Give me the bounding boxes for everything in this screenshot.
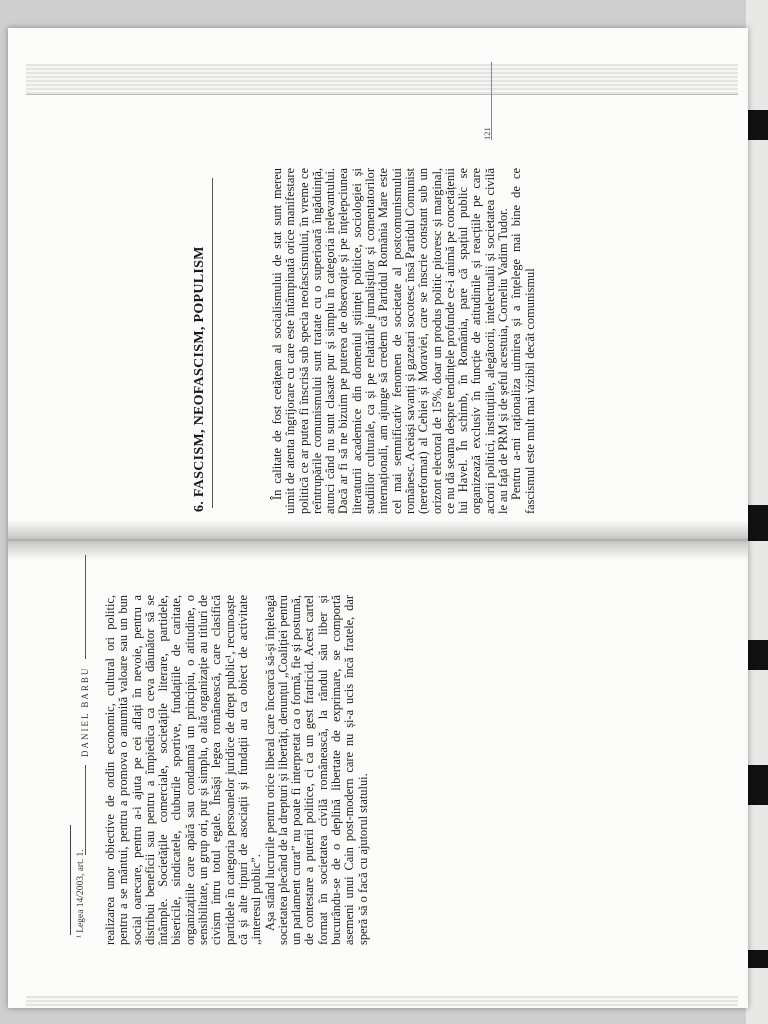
footnote-divider: [70, 825, 71, 935]
chapter-title: 6. FASCISM, NEOFASCISM, POPULISM: [192, 246, 207, 512]
chapter-title-underline: [212, 178, 213, 508]
running-head-text: DANIEL BARBU: [80, 666, 90, 757]
paragraph: Pentru a-mi raționaliza uimirea și a înțelege mai bine de ce fascismul este mult mai vizibil decât comunismul: [509, 168, 537, 514]
book-gutter: [8, 520, 748, 560]
footnote: ¹ Legea 14/2003, art. 1.: [76, 849, 86, 938]
paragraph: Așa stând lucrurile pentru orice liberal care încearcă să-și înțeleagă societatea plecând de la drepturi și libertăți, denunțul „Coaliției pentru un parlament curat” nu poate fi interpretat ca o formă, fie și postumă, de contestare a puterii politice, ci ca un gest fratricid. Acest cartel format în societatea civilă românească, la rândul său liber și bucurându-se de o deplină libertate de exprimare, se comportă asemeni unui Cain post-modern care nu și-a ucis încă fratele, dar speră să o facă cu ajutorul statului.: [262, 595, 370, 945]
upper-page-body: [271, 168, 537, 514]
lower-page-body: [104, 595, 370, 945]
page-number: 121: [482, 127, 492, 140]
page-edges-bottom: [26, 996, 738, 1006]
paragraph: În calitate de fost cetățean al socialismului de stat sunt mereu uimit de atenta îngrijorare cu care este întâmpinată orice manifestare politică ce ar putea fi înscrisă sub specia neofascismului, în vreme ce reîntrupările comunismului sunt tratate cu o superioară îngăduință, atunci când nu sunt clasate pur și simplu în categoria irelevantului. Dacă ar fi să ne bizuim pe puterea de observație și pe înțelepciunea literaturii academice din domeniul științei politice, sociologiei și studiilor culturale, ca și pe relatările jurnaliștilor și comentatorilor internaționali, am ajunge să credem că Partidul România Mare este cel mai semnificativ fenomen de societate al postcomunismului românesc. Aceiași savanți și gazetari socotesc însă Partidul Comunist (nereformat) al Cehiei și Moraviei, care se înscrie constant sub un orizont electoral de 15%, doar un produs politic pitoresc și marginal, ce nu dă seama despre tendințele profunde ce-i animă pe concetățenii lui Havel. În schimb, în România, pare că spațiul public se organizează exclusiv în funcție de atitudinile și reacțiile pe care actorii politici, instituțiile, alegătorii, intelectualii și societatea civilă le au față de PRM și de șeful acestuia, Corneliu Vadim Tudor.: [270, 168, 511, 514]
page-edges-top: [26, 64, 738, 95]
paragraph: realizarea unor obiective de ordin economic, cultural ori politic, pentru a se mântui, pentru a promova o anumită valoare sau un bun social oarecare, pentru a-i ajuta pe cei aflați în nevoie, pentru a distribui beneficii sau pentru a împiedica ca ceva dăunător să se întâmple. Societățile comerciale, societățile literare, partidele, bisericile, sindicatele, cluburile sportive, fundațiile de caritate, organizațiile care apără sau condamnă un principiu, o atitudine, o sensibilitate, un grup ori, pur și simplu, o altă organizație au titluri de civism întru totul egale. Însăși legea românească, care clasifică partidele în categoria persoanelor juridice de drept public¹, recunoaște că și alte tipuri de asociații și fundații au ca obiect de activitate „interesul public”.: [103, 595, 264, 945]
scanner-edge: [746, 0, 768, 1024]
